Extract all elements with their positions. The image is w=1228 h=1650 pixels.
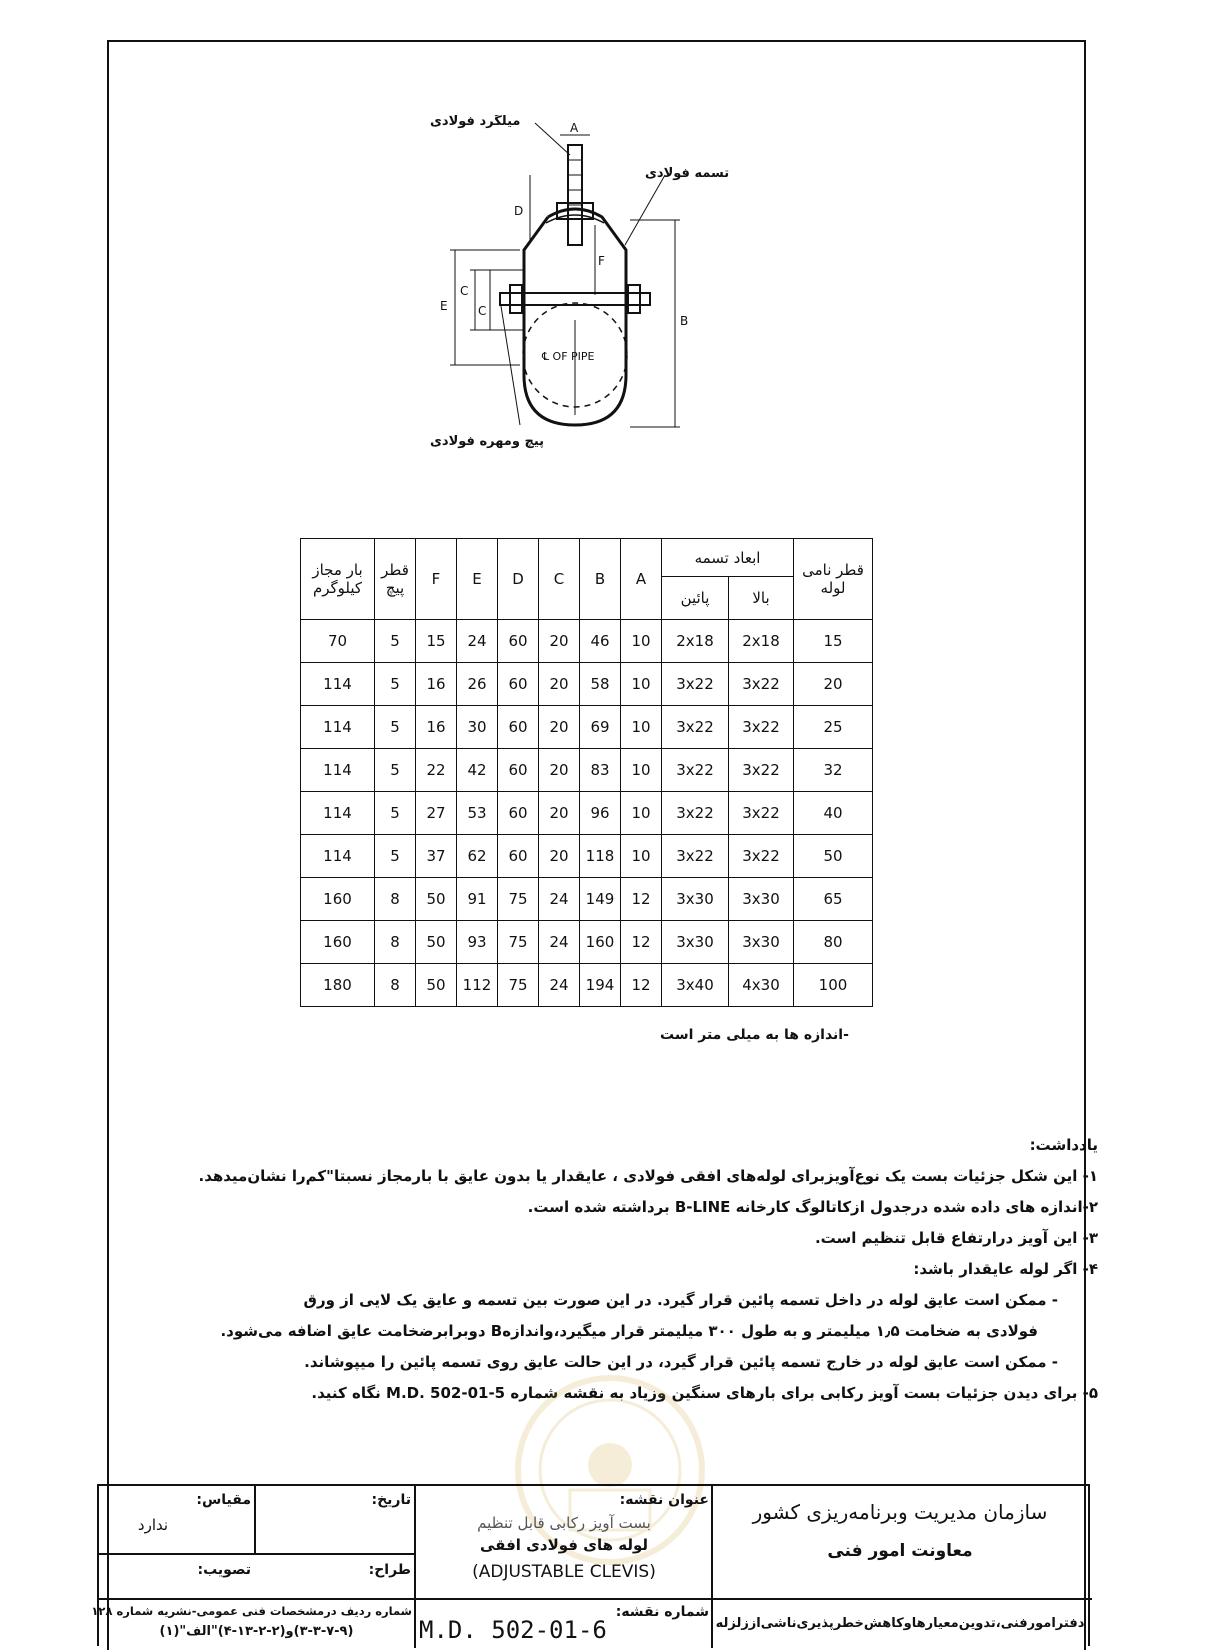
header-top: بالا (729, 577, 794, 620)
cell-load: 114 (301, 792, 375, 835)
cell-d: 60 (498, 620, 539, 663)
cell-a: 12 (621, 921, 662, 964)
cell-load: 114 (301, 706, 375, 749)
cell-b: 96 (580, 792, 621, 835)
title-line3: (ADJUSTABLE CLEVIS) (472, 1562, 656, 1582)
cell-bolt: 5 (375, 706, 416, 749)
cell-e: 62 (457, 835, 498, 878)
dim-c1-label: C (460, 284, 469, 298)
cell-f: 37 (416, 835, 457, 878)
cell-bottom: 3x22 (662, 663, 729, 706)
cell-c: 24 (539, 878, 580, 921)
cell-bottom: 3x30 (662, 921, 729, 964)
cell-b: 83 (580, 749, 621, 792)
cell-pipe: 40 (794, 792, 873, 835)
designer-label: طراح: (368, 1562, 411, 1578)
title-label: عنوان نقشه: (619, 1492, 709, 1508)
cell-load: 160 (301, 921, 375, 964)
org-division: معاونت امور فنی (827, 1541, 973, 1561)
cell-e: 53 (457, 792, 498, 835)
cell-f: 27 (416, 792, 457, 835)
cell-c: 20 (539, 749, 580, 792)
note-2: ۲-اندازه های داده شده درجدول ازکاتالوگ کارخانه B-LINE برداشته شده است. (527, 1198, 1098, 1216)
table-row (301, 835, 873, 878)
table-row (301, 964, 873, 1007)
cell-top: 4x30 (729, 964, 794, 1007)
cell-f: 15 (416, 620, 457, 663)
cell-f: 22 (416, 749, 457, 792)
cell-top: 2x18 (729, 620, 794, 663)
note-4b: - ممکن است عایق لوله در خارج تسمه پائین قرار گیرد، در این حالت عایق روی تسمه پائین را میپوشاند. (304, 1353, 1058, 1371)
table-row (301, 663, 873, 706)
spec-reference-line1: شماره ردیف درمشخصات فنی عمومی-نشریه شماره ۱۲۸ (91, 1604, 412, 1618)
cell-e: 93 (457, 921, 498, 964)
spec-reference-line2: (۳-۳-۷-۹)و(۲-۲-۱۳-۴)"الف"(۱) (159, 1624, 354, 1639)
date-label: تاریخ: (371, 1492, 411, 1508)
cell-top: 3x30 (729, 921, 794, 964)
cell-d: 75 (498, 964, 539, 1007)
table-row (301, 706, 873, 749)
cell-top: 3x22 (729, 663, 794, 706)
header-a: A (621, 539, 662, 620)
cell-pipe: 80 (794, 921, 873, 964)
note-3: ۳- این آویز درارتفاع قابل تنظیم است. (814, 1229, 1098, 1247)
header-b: B (580, 539, 621, 620)
cell-b: 46 (580, 620, 621, 663)
cell-top: 3x30 (729, 878, 794, 921)
cell-f: 16 (416, 663, 457, 706)
cell-d: 75 (498, 921, 539, 964)
cell-bottom: 3x40 (662, 964, 729, 1007)
cell-b: 118 (580, 835, 621, 878)
cell-c: 20 (539, 835, 580, 878)
dim-b-label: B (680, 314, 689, 328)
units-note: -اندازه ها به میلی متر است (660, 1027, 849, 1043)
header-pipe: قطر نامی لوله (794, 539, 873, 620)
note-1: ۱- این شکل جزئیات بست یک نوع‌آویزبرای لوله‌های افقی فولادی ، عایقدار یا بدون عایق با بارمجاز نسبتا"کم‌را نشان‌میدهد. (198, 1167, 1098, 1185)
notes-heading: یادداشت: (1029, 1136, 1098, 1154)
clevis-drawing (430, 115, 760, 470)
cell-top: 3x22 (729, 749, 794, 792)
cell-top: 3x22 (729, 835, 794, 878)
dim-f-label: F (598, 254, 605, 268)
cell-d: 60 (498, 749, 539, 792)
clevis-drawing-svg (430, 115, 760, 470)
cell-load: 70 (301, 620, 375, 663)
table-row (301, 792, 873, 835)
cell-load: 114 (301, 835, 375, 878)
cell-a: 10 (621, 620, 662, 663)
steel-strap-label: تسمه فولادی (645, 166, 730, 181)
cell-c: 20 (539, 620, 580, 663)
note-5: ۵- برای دیدن جزئیات بست آویز رکابی برای بارهای سنگین وزیاد به نقشه شماره M.D. 502-01-5 نگاه کنید. (311, 1384, 1098, 1402)
cell-b: 58 (580, 663, 621, 706)
cell-pipe: 32 (794, 749, 873, 792)
steel-rod-label: میلگرد فولادی (430, 115, 521, 129)
cell-top: 3x22 (729, 706, 794, 749)
cell-top: 3x22 (729, 792, 794, 835)
cell-bottom: 3x22 (662, 706, 729, 749)
cell-e: 24 (457, 620, 498, 663)
cell-b: 69 (580, 706, 621, 749)
cell-e: 91 (457, 878, 498, 921)
bolt-nut-label: پیچ ومهره فولادی (430, 434, 545, 449)
cell-f: 50 (416, 921, 457, 964)
cell-load: 160 (301, 878, 375, 921)
cell-a: 12 (621, 878, 662, 921)
cell-bottom: 3x30 (662, 878, 729, 921)
cell-e: 42 (457, 749, 498, 792)
dim-a-label: A (570, 121, 579, 135)
cell-a: 10 (621, 706, 662, 749)
drawing-number: M.D. 502-01-6 (419, 1616, 607, 1644)
cell-bolt: 5 (375, 620, 416, 663)
cell-b: 160 (580, 921, 621, 964)
cell-bottom: 3x22 (662, 835, 729, 878)
cell-pipe: 20 (794, 663, 873, 706)
cell-c: 24 (539, 921, 580, 964)
table-row (301, 878, 873, 921)
cell-e: 30 (457, 706, 498, 749)
notes-section (140, 1130, 1098, 1409)
cell-d: 60 (498, 792, 539, 835)
cell-e: 112 (457, 964, 498, 1007)
cell-load: 114 (301, 749, 375, 792)
scale-label: مقیاس: (196, 1492, 251, 1508)
cell-a: 10 (621, 749, 662, 792)
cell-bolt: 5 (375, 749, 416, 792)
title-line2: لوله های فولادی افقی (480, 1536, 648, 1554)
header-strap: ابعاد تسمه (662, 539, 794, 577)
table-row (301, 620, 873, 663)
header-f: F (416, 539, 457, 620)
cell-bolt: 5 (375, 835, 416, 878)
cell-f: 50 (416, 878, 457, 921)
cell-d: 60 (498, 706, 539, 749)
org-name: سازمان مدیریت وبرنامه‌ریزی کشور (752, 1500, 1048, 1524)
cell-bottom: 3x22 (662, 749, 729, 792)
note-4: ۴- اگر لوله عایقدار باشد: (913, 1260, 1098, 1278)
cell-a: 10 (621, 792, 662, 835)
table-row (301, 921, 873, 964)
cell-bolt: 5 (375, 792, 416, 835)
cell-b: 149 (580, 878, 621, 921)
cell-d: 60 (498, 835, 539, 878)
cell-pipe: 65 (794, 878, 873, 921)
table-row (301, 749, 873, 792)
cell-c: 20 (539, 706, 580, 749)
cell-bolt: 8 (375, 878, 416, 921)
cell-pipe: 15 (794, 620, 873, 663)
approval-label: تصویب: (197, 1562, 251, 1578)
cell-a: 10 (621, 663, 662, 706)
cell-bolt: 8 (375, 964, 416, 1007)
cell-bolt: 8 (375, 921, 416, 964)
dim-c2-label: C (478, 304, 487, 318)
cell-load: 114 (301, 663, 375, 706)
cell-pipe: 50 (794, 835, 873, 878)
header-e: E (457, 539, 498, 620)
cell-d: 75 (498, 878, 539, 921)
cell-load: 180 (301, 964, 375, 1007)
cell-bolt: 5 (375, 663, 416, 706)
header-bottom: پائین (662, 577, 729, 620)
drawing-number-label: شماره نقشه: (615, 1604, 709, 1620)
cell-d: 60 (498, 663, 539, 706)
header-load: بار مجاز کیلوگرم (301, 539, 375, 620)
cell-a: 10 (621, 835, 662, 878)
cell-c: 20 (539, 663, 580, 706)
cell-f: 16 (416, 706, 457, 749)
top-strap (524, 209, 626, 305)
cell-pipe: 100 (794, 964, 873, 1007)
cell-e: 26 (457, 663, 498, 706)
title-block (91, 1484, 1090, 1646)
header-d: D (498, 539, 539, 620)
dim-d-label: D (514, 204, 524, 218)
cell-a: 12 (621, 964, 662, 1007)
cell-pipe: 25 (794, 706, 873, 749)
cell-b: 194 (580, 964, 621, 1007)
cell-c: 20 (539, 792, 580, 835)
cell-c: 24 (539, 964, 580, 1007)
scale-value: ندارد (137, 1516, 169, 1534)
dim-e-label: E (440, 299, 448, 313)
note-4a-line1: - ممکن است عایق لوله در داخل تسمه پائین قرار گیرد. در این صورت بین تسمه و عایق یک لایی از ورق (303, 1291, 1058, 1309)
org-office: دفترامورفنی،تدوین‌معیارهاوکاهش‌خطرپذیری‌ناشی‌اززلزله (715, 1616, 1085, 1631)
cell-bottom: 3x22 (662, 792, 729, 835)
title-line1: بست آویز رکابی قابل تنظیم (477, 1514, 651, 1532)
dimension-table (300, 538, 873, 1007)
cell-f: 50 (416, 964, 457, 1007)
cell-bottom: 2x18 (662, 620, 729, 663)
header-bolt: قطر پیچ (375, 539, 416, 620)
note-4a-line2: فولادی به ضخامت ۱٫۵ میلیمتر و به طول ۳۰۰ میلیمتر قرار میگیرد،واندازهB دوبرابرضخامت عایق اضافه می‌شود. (220, 1322, 1038, 1340)
pipe-center-label: ℄ OF PIPE (542, 350, 595, 363)
header-c: C (539, 539, 580, 620)
